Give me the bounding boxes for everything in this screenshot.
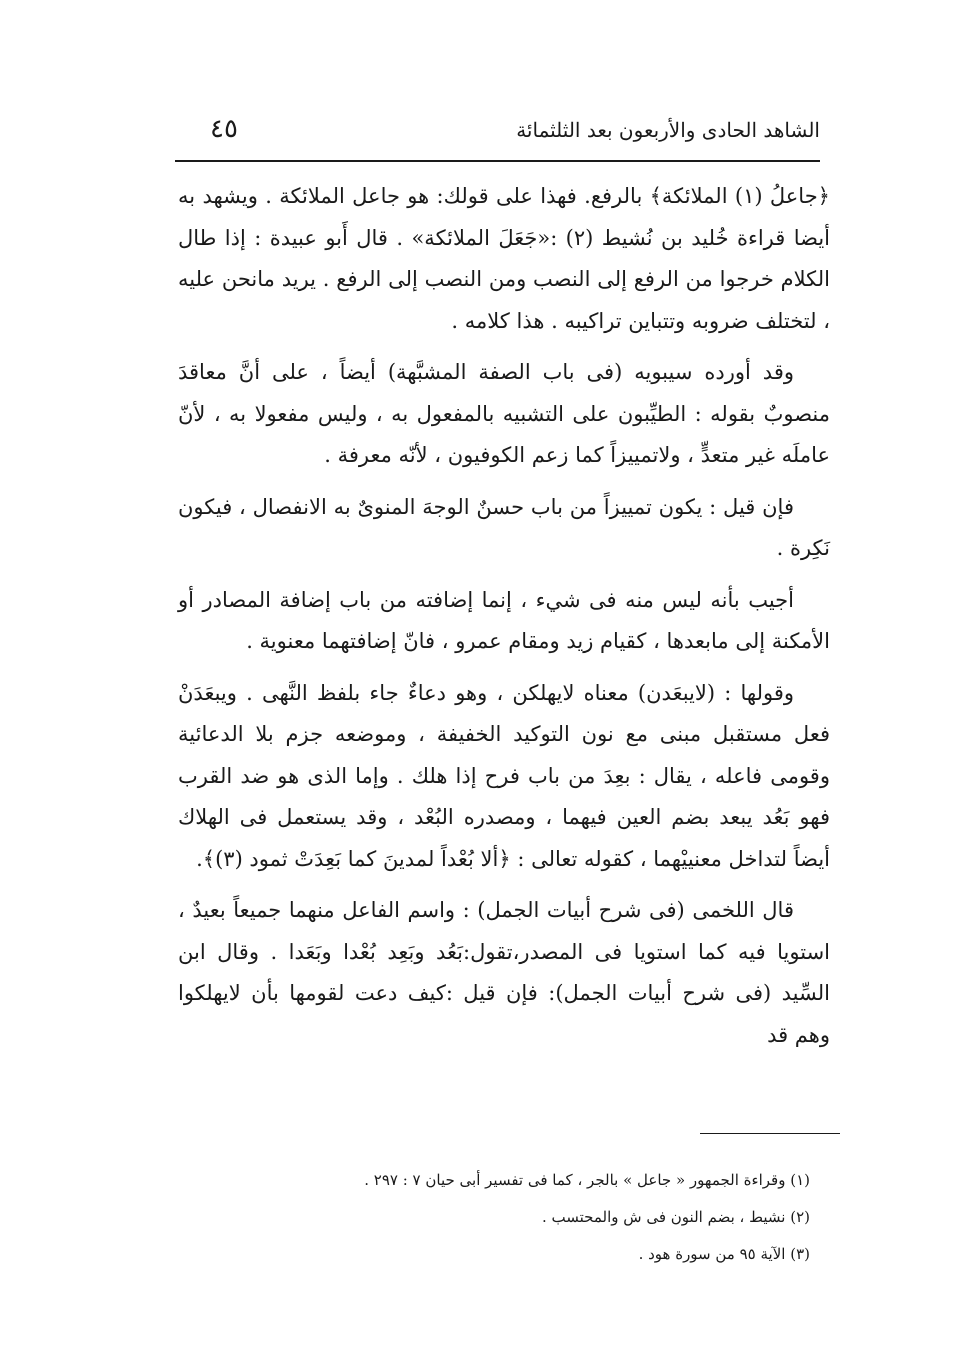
- paragraph: أجيب بأنه ليس منه فى شيء ، إنما إضافته من باب إضافة المصادر أو الأمكنة إلى مابعدها ، كقيام زيد ومقام عمرو ، فانّ إضافتهما معنوية .: [178, 587, 830, 653]
- footnote: (٣) الآية ٩٥ من سورة هود .: [638, 1245, 810, 1263]
- paragraph: فإن قيل : يكون تمييزاً من باب حسنٌ الوجهَ المنوىٌ به الانفصال ، فيكون نَكِرة .: [178, 494, 830, 560]
- paragraph: ﴿جاعلُ (١) الملائكة﴾ بالرفع. فهذا على قولك: هو جاعل الملائكة . ويشهد به أيضا قراءة خُليد بن نُشيط (٢) :«جَعَلَ الملائكة» . قال أَبو عبيدة : إذا طال الكلام خرجوا من الرفع إلى النصب ومن النصب إلى الرفع . يريد مانحن عليه ، لتختلف ضروبه وتتباين تراكيبه . هذا كلامه .: [178, 184, 830, 333]
- running-title: الشاهد الحادى والأربعون بعد الثلثمائة: [516, 118, 820, 142]
- header-rule: [175, 160, 820, 162]
- footnotes: [250, 1162, 810, 1273]
- main-text: [178, 176, 830, 1066]
- paragraph: وقولها : (لايبعَدن) معناه لايهلكن ، وهو دعاءٌ جاء بلفظ النَّهى . ويبعَدَنْ فعل مستقبل مبنى مع نون التوكيد الخفيفة ، وموضعه جزم بلا الدعائية وقومى فاعله ، يقال : بعِدَ من باب فرح إذا هلك . وإما الذى هو ضد القرب فهو بَعُد يبعد بضم العين فيهما ، ومصدره البُعْد ، وقد يستعمل فى الهلاك أيضاً لتداخل معنييْهما ، كقوله تعالى : ﴿ألا بُعْداً لمدينَ كما بَعِدَتْ ثمود (٣)﴾.: [178, 680, 830, 871]
- paragraph: قال اللخمى (فى شرح أبيات الجمل) : واسم الفاعل منهما جميعاً بعيدٌ ، استويا فيه كما استويا فى المصدر،تقول:بَعُد وبَعِد بُعْدا وبَعَدا . وقال ابن السِّيد (فى شرح أبيات الجمل): فإن قيل :كيف دعت لقومها بأن لايهلكوا وهم قد: [178, 898, 830, 1047]
- running-header: [200, 112, 820, 152]
- footnote-rule: [700, 1133, 840, 1134]
- page-number: ٤٥: [210, 114, 238, 144]
- paragraph: وقد أورده سيبويه (فى باب الصفة المشبَّهة) أيضاً ، على أنَّ معاقدَ منصوبٌ بقوله : الطيِّبون على التشبيه بالمفعول به ، وليس مفعولا به ، لأنّ عاملَه غير متعدٍّ ، ولاتمييزاً كما زعم الكوفيون ، لأنّه معرفة .: [178, 360, 830, 467]
- footnote: (١) وقراءة الجمهور « جاعل » بالجر ، كما فى تفسير أبى حيان ٧ : ٢٩٧ .: [364, 1171, 810, 1189]
- footnote: (٢) نشيط ، بضم النون فى ش والمحتسب .: [542, 1208, 810, 1226]
